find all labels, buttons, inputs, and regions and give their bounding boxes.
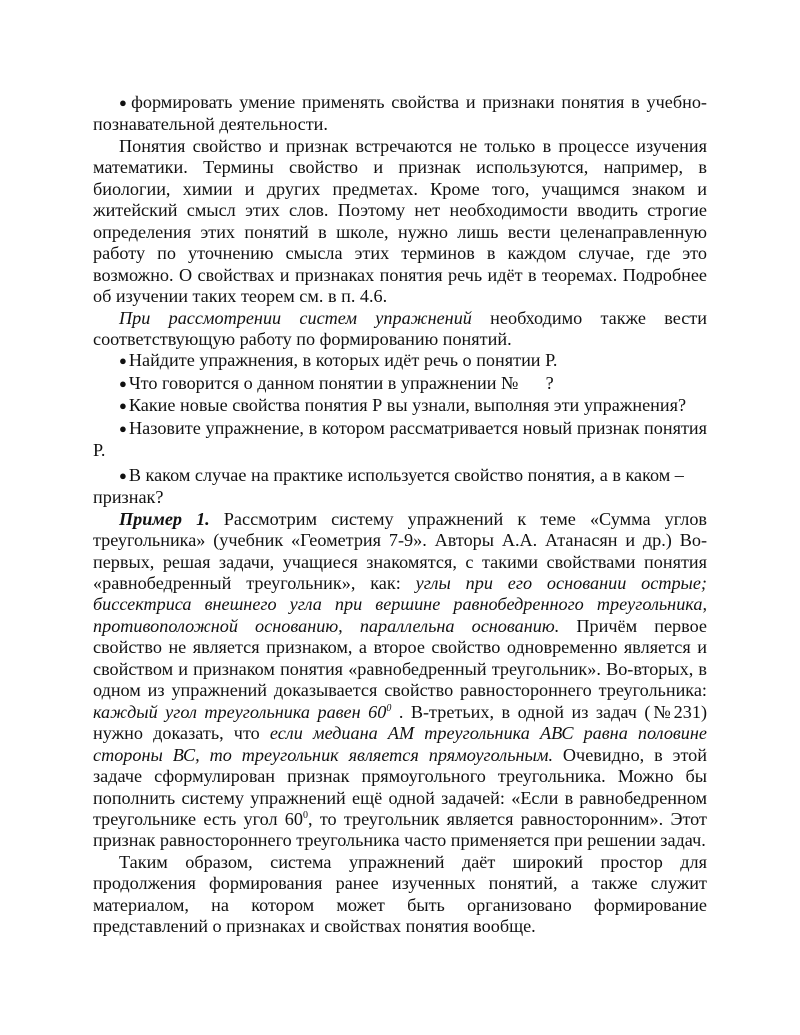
bullet-item (93, 92, 707, 136)
example-text: Причём первое свойство не является признаком, а второе свойство одновременно является и свойством и признаком понятия «равнобедренный треугольник». Во-вторых, в одном из упражнений доказывается свойство равностороннего треугольника: (93, 615, 707, 701)
question-text: Какие новые свойства понятия Р вы узнали, выполняя эти упражнения? (128, 395, 687, 416)
example-text: Рассмотрим систему упражнений к теме «Сумма углов треугольника» (учебник «Геометрия 7-9». Авторы А.А. Атанасян и др.) Во-первых, решая задачи, учащиеся знакомятся, с такими свойствами понятия «равнобедренный треугольник», как: (93, 508, 708, 593)
example-text: , то треугольник является равносторонним». Этот признак равностороннего треугольника часто применяется при решении задач. (93, 808, 707, 851)
italic-angle-text: каждый угол треугольника равен 60 (93, 701, 387, 722)
question-item (93, 418, 707, 462)
question-text: Найдите упражнения, в которых идёт речь о понятии Р. (128, 350, 558, 371)
example-text: Очевидно, в этой задаче сформулирован признак прямоугольного треугольника. Можно бы пополнить систему упражнений ещё одной задачей: «Если в равнобедренном треугольнике есть угол 60 (93, 744, 707, 829)
paragraph-exercise-systems (93, 308, 707, 351)
question-item (93, 395, 707, 417)
example-paragraph (93, 509, 707, 852)
question-text: Назовите упражнение, в котором рассматривается новый признак понятия Р. (93, 417, 707, 461)
bullet-icon: ● (119, 398, 127, 414)
question-text: Что говорится о данном понятии в упражнении № ? (128, 372, 554, 393)
italic-median-task: если медиана АМ треугольника АВС равна половине стороны ВС, то треугольник является прямоугольным. (93, 723, 707, 765)
paragraph-properties-features: Понятия свойство и признак встречаются не только в процессе изучения математики. Термины свойство и признак используются, например, в биологии, химии и других предметах. Кроме того, учащимся знаком и житейский смысл этих слов. Поэтому нет необходимости вводить строгие определения этих понятий в школе, нужно лишь вести целенаправленную работу по уточнению смысла этих терминов в каждом случае, где это возможно. О свойствах и признаках понятия речь идёт в теоремах. Подробнее об изучении таких теорем см. в п. 4.6. (93, 135, 707, 307)
bullet-icon: ● (119, 95, 130, 110)
question-item (93, 350, 707, 372)
example-label: Пример 1. (119, 508, 210, 529)
question-text: В каком случае на практике используется свойство понятия, а в каком – признак? (93, 464, 684, 508)
italic-phrase: При рассмотрении систем упражнений (119, 307, 472, 328)
paragraph-text: необходимо также вести соответствующую работу по формированию понятий. (93, 307, 707, 349)
bullet-icon: ● (119, 467, 127, 483)
bullet-icon: ● (119, 353, 127, 369)
bullet-text: формировать умение применять свойства и признаки понятия в учебно-познавательной деятельности. (93, 92, 707, 135)
question-item (93, 465, 707, 509)
degree-superscript: 0 (303, 809, 308, 821)
conclusion-paragraph: Таким образом, система упражнений даёт широкий простор для продолжения формирования ранее изученных понятий, а также служит материалом, на котором может быть организовано формирование представлений о признаках и свойствах понятия вообще. (93, 851, 707, 937)
example-text: . В-третьих, в одной из задач (№231) нужно доказать, что (93, 701, 707, 744)
degree-superscript: 0 (386, 702, 392, 714)
bullet-icon: ● (119, 375, 127, 391)
italic-angle-property (93, 702, 391, 722)
italic-properties: углы при его основании острые; биссектриса внешнего угла при вершине равнобедренного треугольника, противоположной основанию, параллельна основанию. (93, 572, 707, 636)
bullet-icon: ● (119, 420, 128, 436)
document-page (93, 92, 707, 938)
question-item (93, 373, 707, 395)
